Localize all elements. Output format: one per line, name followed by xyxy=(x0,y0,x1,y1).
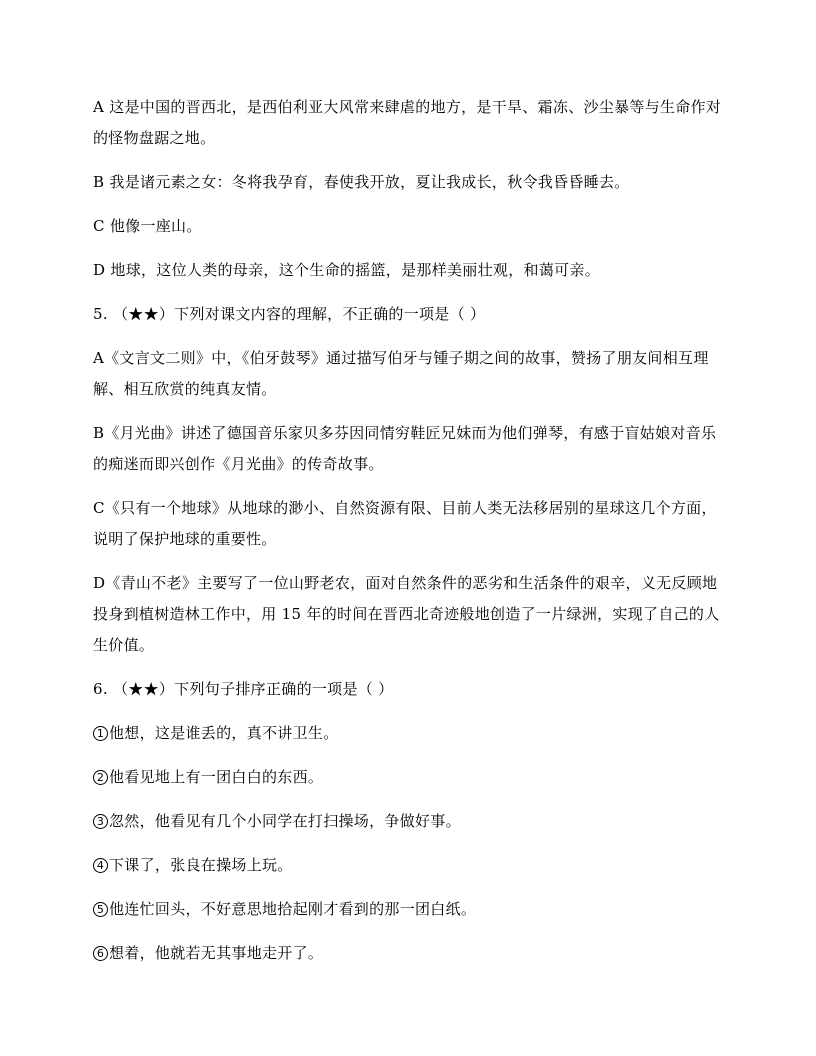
q4-option-b: B 我是诸元素之女：冬将我孕育，春使我开放，夏让我成长，秋令我昏昏睡去。 xyxy=(93,173,630,191)
q6-sentence-text: 下课了，张良在操场上玩。 xyxy=(109,856,293,874)
q6-sentence-text: 他想，这是谁丢的，真不讲卫生。 xyxy=(109,724,339,742)
q6-sentence-text: 忽然，他看见有几个小同学在打扫操场，争做好事。 xyxy=(109,812,461,830)
q5-option-d: D《青山不老》主要写了一位山野老农，面对自然条件的恶劣和生活条件的艰辛，义无反顾地投身到植树造林工作中，用 15 年的时间在晋西北奇迹般地创造了一片绿洲，实现了自己的人生价值。 xyxy=(93,574,720,654)
q6-sentence-6 xyxy=(93,938,725,969)
circled-number-2: 2 xyxy=(93,770,108,785)
circled-number-6: 6 xyxy=(93,946,108,961)
q5-option-b: B《月光曲》讲述了德国音乐家贝多芬因同情穷鞋匠兄妹而为他们弹琴，有感于盲姑娘对音乐的痴迷而即兴创作《月光曲》的传奇故事。 xyxy=(93,424,717,473)
q6-sentence-5 xyxy=(93,894,725,925)
question-5-stem: 5. （★★）下列对课文内容的理解，不正确的一项是（ ） xyxy=(93,305,486,323)
circled-number-3: 3 xyxy=(93,814,108,829)
q4-option-d: D 地球，这位人类的母亲，这个生命的摇篮，是那样美丽壮观，和蔼可亲。 xyxy=(93,261,600,279)
q5-option-a: A《文言文二则》中，《伯牙鼓琴》通过描写伯牙与锺子期之间的故事，赞扬了朋友间相互理解、相互欣赏的纯真友情。 xyxy=(93,349,709,398)
q6-sentence-4 xyxy=(93,850,725,881)
q6-sentence-text: 他看见地上有一团白白的东西。 xyxy=(109,768,324,786)
circled-number-5: 5 xyxy=(93,902,108,917)
q4-option-c: C 他像一座山。 xyxy=(93,217,202,235)
q4-option-a: A 这是中国的晋西北，是西伯利亚大风常来肆虐的地方，是干旱、霜冻、沙尘暴等与生命作对的怪物盘踞之地。 xyxy=(93,98,722,147)
q6-sentence-1 xyxy=(93,718,725,749)
q6-sentence-3 xyxy=(93,806,725,837)
q5-option-c: C《只有一个地球》从地球的渺小、自然资源有限、目前人类无法移居别的星球这几个方面，说明了保护地球的重要性。 xyxy=(93,499,717,548)
q6-sentence-2 xyxy=(93,762,725,793)
circled-number-4: 4 xyxy=(93,858,108,873)
document-content xyxy=(93,92,725,982)
circled-number-1: 1 xyxy=(93,726,108,741)
q6-sentence-text: 他连忙回头，不好意思地拾起刚才看到的那一团白纸。 xyxy=(109,900,477,918)
q6-sentence-text: 想着，他就若无其事地走开了。 xyxy=(109,944,324,962)
question-6-stem: 6. （★★）下列句子排序正确的一项是（ ） xyxy=(93,680,394,698)
